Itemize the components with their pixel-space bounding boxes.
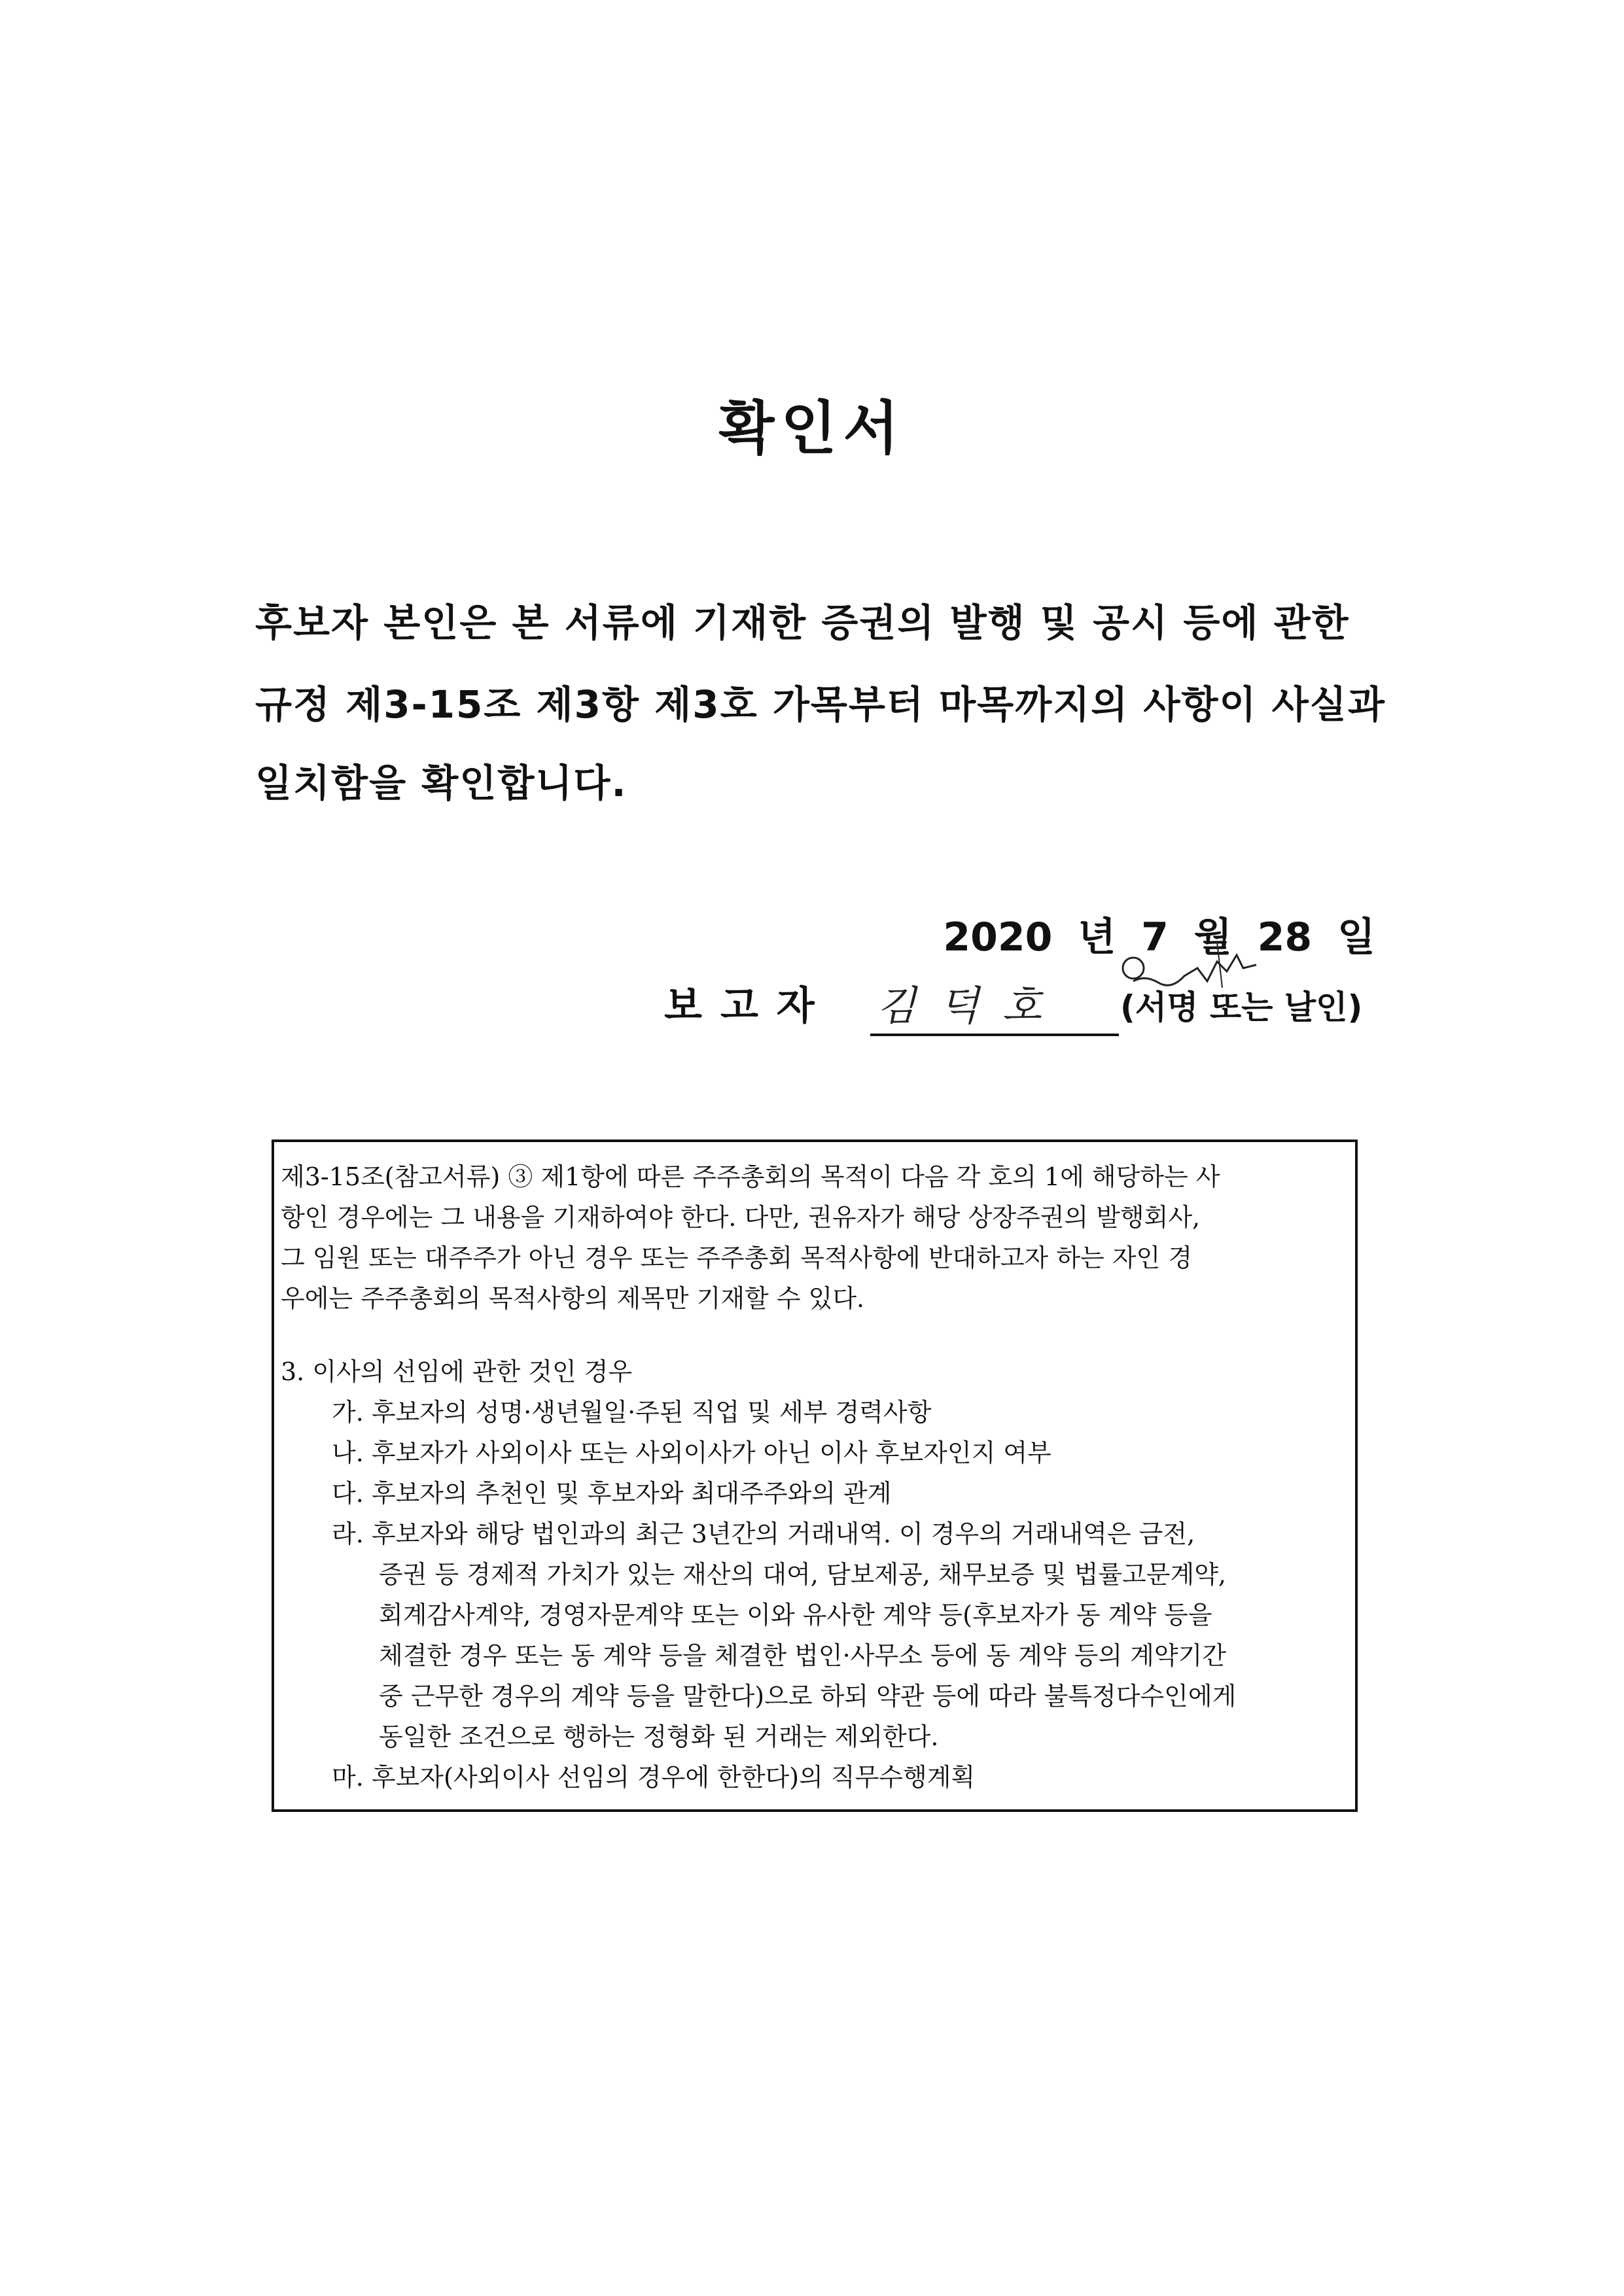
sub-item-ga: 가. 후보자의 성명·생년월일·주된 직업 및 세부 경력사항 [332, 1398, 932, 1427]
date-day-unit: 일 [1337, 914, 1375, 960]
sub-item-ra-cont-3: 체결한 경우 또는 동 계약 등을 체결한 법인·사무소 등에 동 계약 등의 계약기간 [379, 1641, 1226, 1670]
reference-paragraph-line-2: 항인 경우에는 그 내용을 기재하여야 한다. 다만, 권유자가 해당 상장주권의 발행회사, [281, 1203, 1201, 1232]
signature-note: (서명 또는 날인) [1120, 988, 1363, 1026]
sub-item-da: 다. 후보자의 추천인 및 후보자와 최대주주와의 관계 [332, 1479, 892, 1508]
sub-item-ra: 라. 후보자와 해당 법인과의 최근 3년간의 거래내역. 이 경우의 거래내역은 금전, [332, 1520, 1195, 1548]
statement-line-3: 일치함을 확인합니다. [255, 761, 627, 805]
date-day: 28 [1257, 914, 1313, 960]
statement-line-1: 후보자 본인은 본 서류에 기재한 증권의 발행 및 공시 등에 관한 [255, 600, 1350, 645]
reference-paragraph-line-3: 그 임원 또는 대주주가 아닌 경우 또는 주주총회 목적사항에 반대하고자 하는 자인 경 [281, 1244, 1193, 1272]
date-month-unit: 월 [1193, 914, 1232, 960]
date-month: 7 [1141, 914, 1169, 960]
document-title: 확인서 [718, 394, 906, 462]
signature-line [870, 1034, 1119, 1036]
item-heading: 3. 이사의 선임에 관한 것인 경우 [281, 1357, 633, 1386]
date-year: 2020 [943, 914, 1053, 960]
sub-item-ra-cont-2: 회계감사계약, 경영자문계약 또는 이와 유사한 계약 등(후보자가 동 계약 등을 [379, 1601, 1212, 1629]
statement-line-2: 규정 제3-15조 제3항 제3호 가목부터 마목까지의 사항이 사실과 [255, 682, 1386, 727]
sub-item-na: 나. 후보자가 사외이사 또는 사외이사가 아닌 이사 후보자인지 여부 [332, 1438, 1051, 1467]
sub-item-ma: 마. 후보자(사외이사 선임의 경우에 한한다)의 직무수행계획 [332, 1763, 976, 1792]
reporter-label: 보고자 [664, 983, 833, 1029]
sub-item-ra-cont-4: 중 근무한 경우의 계약 등을 말한다)으로 하되 약관 등에 따라 불특정다수인에게 [379, 1682, 1237, 1711]
sub-item-ra-cont-5: 동일한 조건으로 행하는 정형화 된 거래는 제외한다. [379, 1722, 939, 1751]
date-year-unit: 년 [1078, 914, 1116, 960]
reference-paragraph-line-1: 제3-15조(참고서류) ③ 제1항에 따른 주주총회의 목적이 다음 각 호의 1에 해당하는 사 [281, 1162, 1220, 1191]
reference-box [272, 1139, 1358, 1812]
reference-paragraph-line-4: 우에는 주주총회의 목적사항의 제목만 기재할 수 있다. [281, 1284, 865, 1313]
handwritten-name: 김덕호 [877, 982, 1065, 1030]
sub-item-ra-cont-1: 증권 등 경제적 가치가 있는 재산의 대여, 담보제공, 채무보증 및 법률고문계약, [379, 1560, 1226, 1589]
